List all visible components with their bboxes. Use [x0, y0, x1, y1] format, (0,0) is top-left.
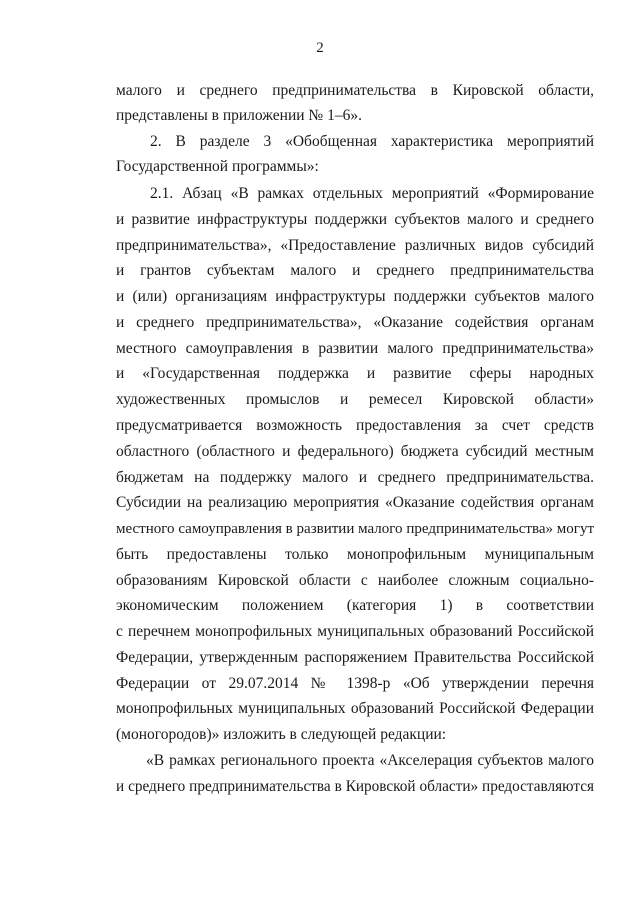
text-line: образованиям Кировской области с наиболее сложным социально-: [116, 572, 594, 589]
text-line: (моногородов)» изложить в следующей редакции:: [116, 726, 447, 743]
text-line: и среднего предпринимательства», «Оказание содействия органам: [116, 314, 594, 331]
text-line: предусматривается возможность предоставления за счет средств: [116, 417, 594, 434]
text-line: малого и среднего предпринимательства в Кировской области,: [116, 82, 594, 99]
text-line: художественных промыслов и ремесел Кировской области»: [116, 391, 594, 408]
text-line: и «Государственная поддержка и развитие сферы народных: [116, 365, 594, 382]
text-line: и развитие инфраструктуры поддержки субъектов малого и среднего: [116, 211, 594, 228]
text-line: Федерации от 29.07.2014 № 1398-р «Об утверждении перечня: [116, 675, 594, 692]
text-line: монопрофильных муниципальных образований Российской Федерации: [116, 700, 594, 717]
text-line: «В рамках регионального проекта «Акселерация субъектов малого: [146, 752, 594, 769]
text-line: предпринимательства», «Предоставление различных видов субсидий: [116, 237, 594, 254]
text-line: представлены в приложении № 1–6».: [116, 107, 362, 124]
text-line: 2.1. Абзац «В рамках отдельных мероприятий «Формирование: [150, 185, 594, 202]
text-line: экономическим положением (категория 1) в соответствии: [116, 597, 594, 614]
page-number: 2: [316, 40, 324, 56]
text-line: бюджетам на поддержку малого и среднего предпринимательства.: [116, 469, 594, 486]
text-line: 2. В разделе 3 «Обобщенная характеристика мероприятий: [150, 133, 594, 150]
text-line: местного самоуправления в развитии малого предпринимательства» могут: [116, 521, 594, 537]
text-line: Субсидии на реализацию мероприятия «Оказание содействия органам: [116, 494, 594, 511]
text-line: Федерации, утвержденным распоряжением Правительства Российской: [116, 649, 594, 666]
text-line: областного (областного и федерального) бюджета субсидий местным: [116, 443, 594, 460]
text-line: быть предоставлены только монопрофильным муниципальным: [116, 546, 594, 563]
text-line: местного самоуправления в развитии малого предпринимательства»: [116, 340, 594, 357]
text-line: и (или) организациям инфраструктуры поддержки субъектов малого: [116, 288, 594, 305]
text-line: Государственной программы»:: [116, 158, 319, 175]
text-line: и грантов субъектам малого и среднего предпринимательства: [116, 262, 594, 279]
text-line: и среднего предпринимательства в Кировской области» предоставляются: [116, 778, 594, 795]
text-line: с перечнем монопрофильных муниципальных образований Российской: [116, 623, 594, 640]
